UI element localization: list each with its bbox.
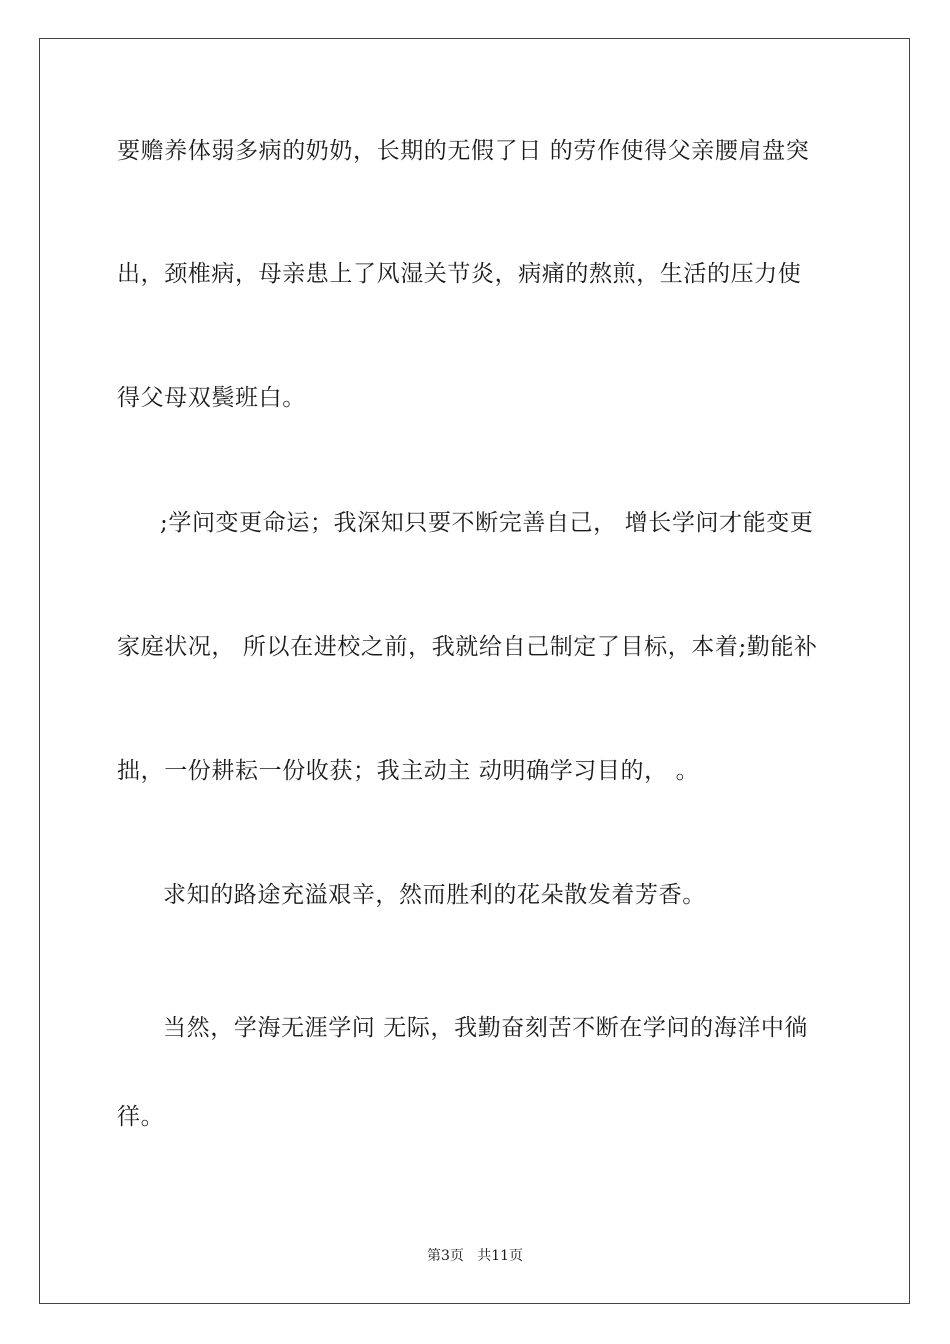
text-line: 家庭状况， 所以在进校之前，我就给自己制定了目标，本着;勤能补 (117, 634, 818, 660)
text-line: ;学问变更命运；我深知只要不断完善自己， 增长学问才能变更 (160, 510, 814, 536)
text-line: 出，颈椎病，母亲患上了风湿关节炎，病痛的熬煎，生活的压力使 (117, 261, 802, 287)
text-line: 徉。 (117, 1104, 165, 1130)
text-line: 要赡养体弱多病的奶奶，长期的无假了日 的劳作使得父亲腰肩盘突 (117, 138, 810, 164)
page-border (39, 38, 910, 1304)
page-number-footer: 第3页 共11页 (426, 1248, 524, 1264)
text-line: 拙，一份耕耘一份收获；我主动主 动明确学习目的， 。 (117, 758, 700, 784)
text-line: 得父母双鬓班白。 (117, 385, 306, 411)
text-line: 求知的路途充溢艰辛，然而胜利的花朵散发着芳香。 (163, 882, 706, 908)
text-line: 当然，学海无涯学问 无际，我勤奋刻苦不断在学问的海洋中徜 (163, 1015, 809, 1041)
